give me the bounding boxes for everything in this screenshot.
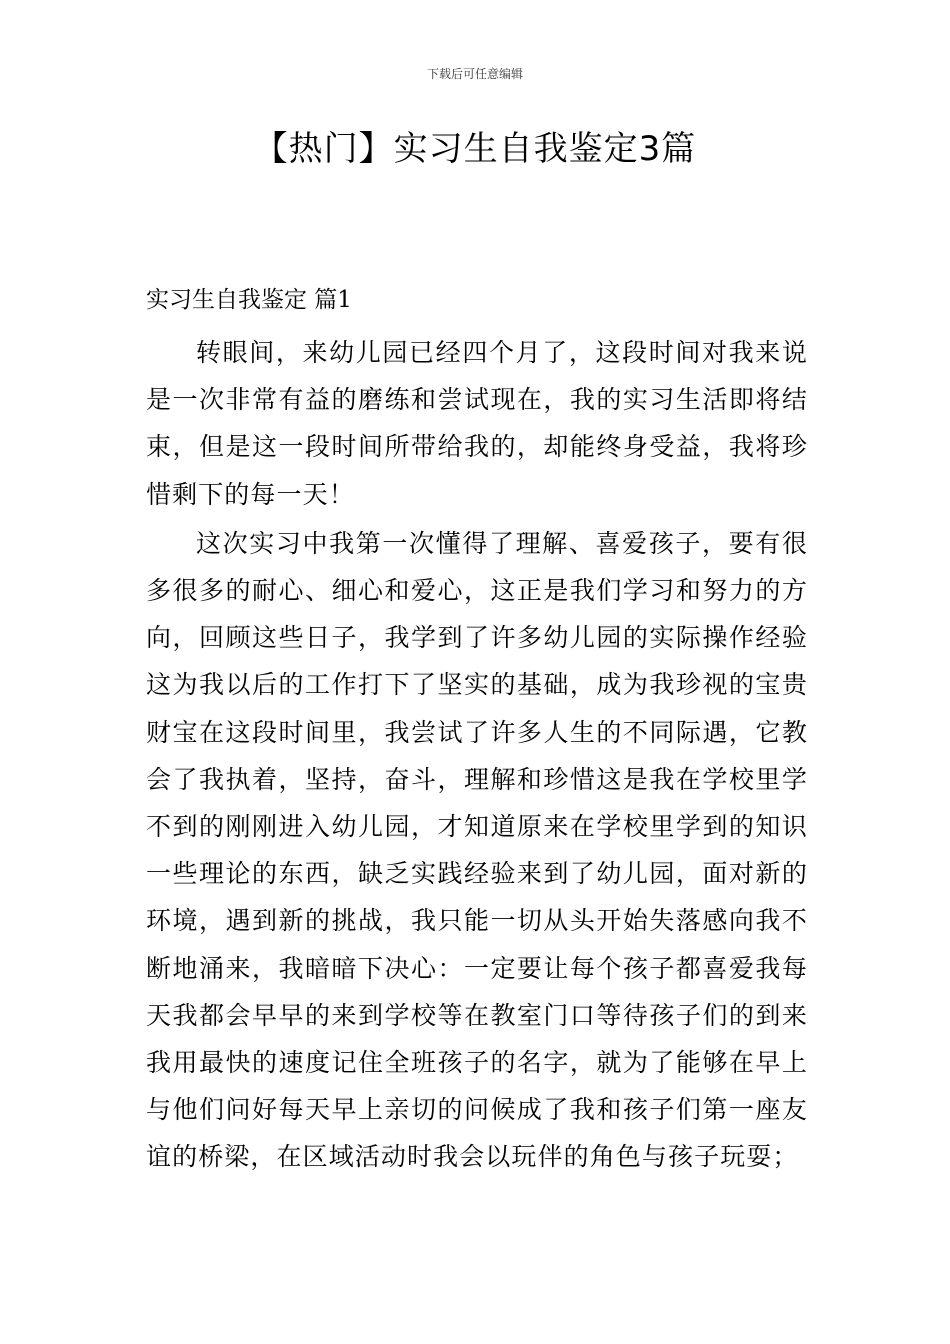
paragraph: 这次实习中我第一次懂得了理解、喜爱孩子，要有很多很多的耐心、细心和爱心，这正是我们学习和努力的方向，回顾这些日子，我学到了许多幼儿园的实际操作经验这为我以后的工作打下了坚实的基础，成为我珍视的宝贵财宝在这段时间里，我尝试了许多人生的不同际遇，它教会了我执着，坚持，奋斗，理解和珍惜这是我在学校里学不到的刚刚进入幼儿园，才知道原来在学校里学到的知识一些理论的东西，缺乏实践经验来到了幼儿园，面对新的环境，遇到新的挑战，我只能一切从头开始失落感向我不断地涌来，我暗暗下决心：一定要让每个孩子都喜爱我每天我都会早早的来到学校等在教室门口等待孩子们的到来我用最快的速度记住全班孩子的名字，就为了能够在早上与他们问好每天早上亲切的问候成了我和孩子们第一座友谊的桥梁，在区域活动时我会以玩伴的角色与孩子玩耍； xyxy=(146,528,808,1172)
document-title: 【热门】实习生自我鉴定3篇 xyxy=(253,129,697,169)
paragraph: 转眼间，来幼儿园已经四个月了，这段时间对我来说是一次非常有益的磨练和尝试现在，我的实习生活即将结束，但是这一段时间所带给我的，却能终身受益，我将珍惜剩下的每一天！ xyxy=(146,338,808,509)
section-heading: 实习生自我鉴定 篇1 xyxy=(146,287,352,313)
header-note: 下载后可任意编辑 xyxy=(426,67,523,81)
document-body xyxy=(146,329,808,1181)
